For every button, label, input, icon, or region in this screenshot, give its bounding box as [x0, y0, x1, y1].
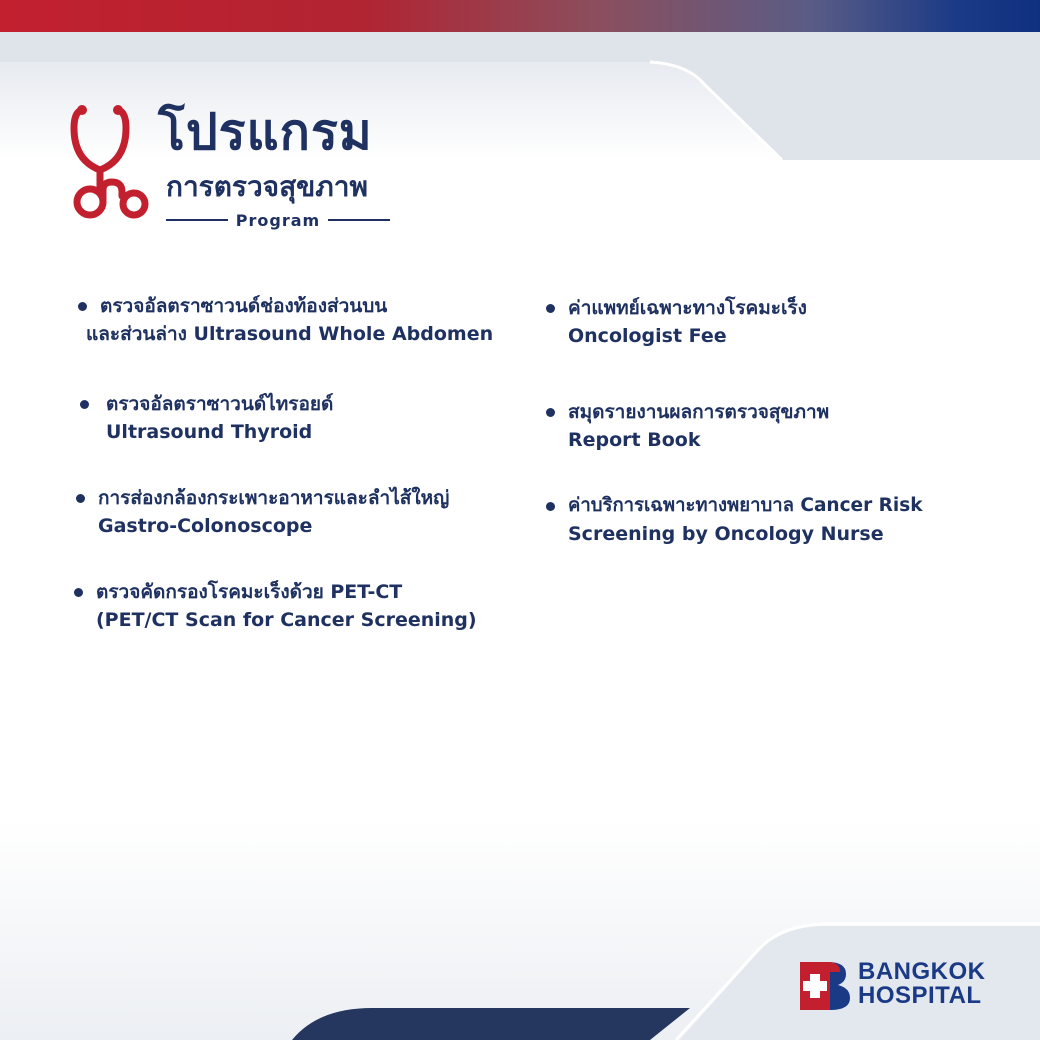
brand-line1: BANGKOK — [858, 958, 986, 985]
program-subtitle: การตรวจสุขภาพ — [166, 170, 368, 203]
item-title: ค่าบริการเฉพาะทางพยาบาล Cancer Risk — [568, 495, 923, 516]
program-subtitle-en-row — [166, 208, 390, 232]
bullet-icon — [546, 408, 555, 417]
item-subtitle: Screening by Oncology Nurse — [568, 523, 884, 545]
item-subtitle: และส่วนล่าง Ultrasound Whole Abdomen — [86, 323, 494, 345]
item-title: ค่าแพทย์เฉพาะทางโรคมะเร็ง — [568, 297, 807, 319]
item-subtitle: (PET/CT Scan for Cancer Screening) — [96, 609, 477, 631]
bullet-icon — [546, 304, 555, 313]
program-header — [70, 100, 410, 240]
bullet-icon — [74, 588, 83, 597]
stethoscope-icon — [70, 100, 160, 230]
bullet-icon — [80, 400, 89, 409]
bullet-icon — [76, 494, 85, 503]
item-title: ตรวจอัลตราซาวนด์ช่องท้องส่วนบน — [100, 295, 388, 317]
bangkok-hospital-logo — [800, 960, 1010, 1012]
brand-name — [858, 960, 986, 1008]
item-title: สมุดรายงานผลการตรวจสุขภาพ — [568, 401, 830, 423]
program-subtitle-en: Program — [235, 210, 321, 230]
item-subtitle: Report Book — [568, 429, 701, 451]
bullet-icon — [546, 502, 555, 511]
item-subtitle: Gastro-Colonoscope — [98, 515, 313, 537]
program-title: โปรแกรม — [158, 103, 373, 161]
brand-line2: HOSPITAL — [858, 982, 982, 1009]
bangkok-hospital-logo-icon — [800, 962, 850, 1010]
divider-left — [166, 219, 228, 221]
item-title: ตรวจอัลตราซาวนด์ไทรอยด์ — [106, 393, 334, 415]
bullet-icon — [78, 302, 87, 311]
item-subtitle: Oncologist Fee — [568, 325, 727, 347]
item-title: การส่องกล้องกระเพาะอาหารและลำไส้ใหญ่ — [98, 487, 450, 509]
item-title: ตรวจคัดกรองโรคมะเร็งด้วย PET-CT — [96, 581, 403, 603]
divider-right — [328, 219, 390, 221]
item-subtitle: Ultrasound Thyroid — [106, 421, 313, 443]
